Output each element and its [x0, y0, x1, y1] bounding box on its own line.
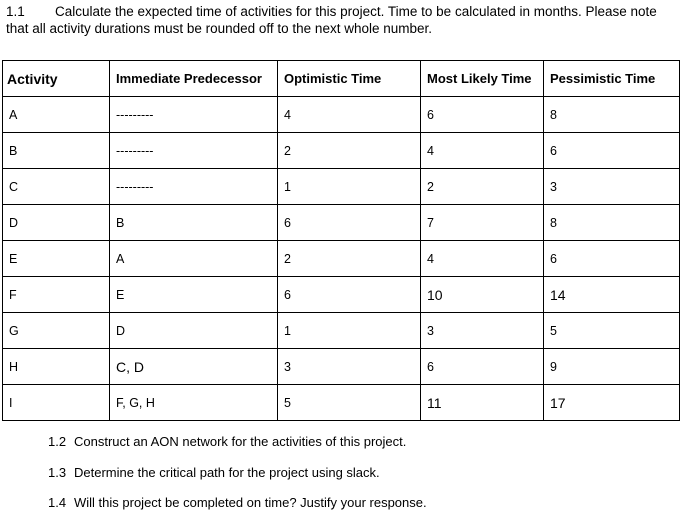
cell-optimistic: 6	[278, 277, 421, 313]
cell-predecessor: ---------	[110, 97, 278, 133]
header-activity: Activity	[3, 61, 110, 97]
table-row	[3, 133, 680, 169]
cell-activity: A	[3, 97, 110, 133]
question-number: 1.3	[48, 465, 67, 480]
question-text: Calculate the expected time of activities for this project. Time to be calculated in months. Please note that all activity durations must be rounded off to the next whole number.	[6, 4, 657, 36]
question-1-3	[48, 465, 380, 480]
question-number: 1.4	[48, 495, 67, 510]
table-header-row	[3, 61, 680, 97]
table-row	[3, 97, 680, 133]
cell-predecessor: ---------	[110, 169, 278, 205]
cell-most-likely: 7	[421, 205, 544, 241]
question-number: 1.2	[48, 434, 67, 449]
cell-activity: D	[3, 205, 110, 241]
cell-predecessor: A	[110, 241, 278, 277]
cell-pessimistic: 8	[544, 97, 680, 133]
cell-optimistic: 5	[278, 385, 421, 421]
cell-pessimistic: 8	[544, 205, 680, 241]
question-1-4	[48, 495, 427, 510]
question-text: Construct an AON network for the activities of this project.	[74, 434, 407, 449]
table-row	[3, 349, 680, 385]
table-row	[3, 241, 680, 277]
question-1-1	[6, 3, 671, 37]
cell-predecessor: D	[110, 313, 278, 349]
cell-optimistic: 2	[278, 241, 421, 277]
cell-activity: G	[3, 313, 110, 349]
cell-pessimistic: 3	[544, 169, 680, 205]
cell-activity: I	[3, 385, 110, 421]
question-text: Determine the critical path for the project using slack.	[74, 465, 380, 480]
cell-activity: E	[3, 241, 110, 277]
header-pessimistic-time: Pessimistic Time	[544, 61, 680, 97]
cell-optimistic: 2	[278, 133, 421, 169]
cell-activity: H	[3, 349, 110, 385]
cell-pessimistic: 14	[544, 277, 680, 313]
cell-optimistic: 4	[278, 97, 421, 133]
header-most-likely-time: Most Likely Time	[421, 61, 544, 97]
cell-pessimistic: 9	[544, 349, 680, 385]
cell-most-likely: 6	[421, 97, 544, 133]
cell-optimistic: 1	[278, 313, 421, 349]
header-immediate-predecessor: Immediate Predecessor	[110, 61, 278, 97]
cell-pessimistic: 6	[544, 241, 680, 277]
table-row	[3, 385, 680, 421]
cell-pessimistic: 5	[544, 313, 680, 349]
cell-most-likely: 10	[421, 277, 544, 313]
cell-most-likely: 4	[421, 133, 544, 169]
cell-activity: F	[3, 277, 110, 313]
cell-predecessor: ---------	[110, 133, 278, 169]
cell-most-likely: 6	[421, 349, 544, 385]
cell-predecessor: F, G, H	[110, 385, 278, 421]
table-row	[3, 277, 680, 313]
cell-pessimistic: 17	[544, 385, 680, 421]
table-row	[3, 205, 680, 241]
table-row	[3, 169, 680, 205]
cell-optimistic: 3	[278, 349, 421, 385]
cell-predecessor: C, D	[110, 349, 278, 385]
question-text: Will this project be completed on time? Justify your response.	[74, 495, 427, 510]
cell-activity: C	[3, 169, 110, 205]
header-optimistic-time: Optimistic Time	[278, 61, 421, 97]
cell-most-likely: 2	[421, 169, 544, 205]
cell-predecessor: B	[110, 205, 278, 241]
cell-most-likely: 4	[421, 241, 544, 277]
cell-optimistic: 1	[278, 169, 421, 205]
activity-table	[2, 60, 680, 421]
cell-pessimistic: 6	[544, 133, 680, 169]
question-1-2	[48, 434, 406, 449]
table-row	[3, 313, 680, 349]
cell-predecessor: E	[110, 277, 278, 313]
cell-most-likely: 3	[421, 313, 544, 349]
cell-most-likely: 11	[421, 385, 544, 421]
cell-activity: B	[3, 133, 110, 169]
cell-optimistic: 6	[278, 205, 421, 241]
question-number: 1.1	[6, 4, 25, 19]
